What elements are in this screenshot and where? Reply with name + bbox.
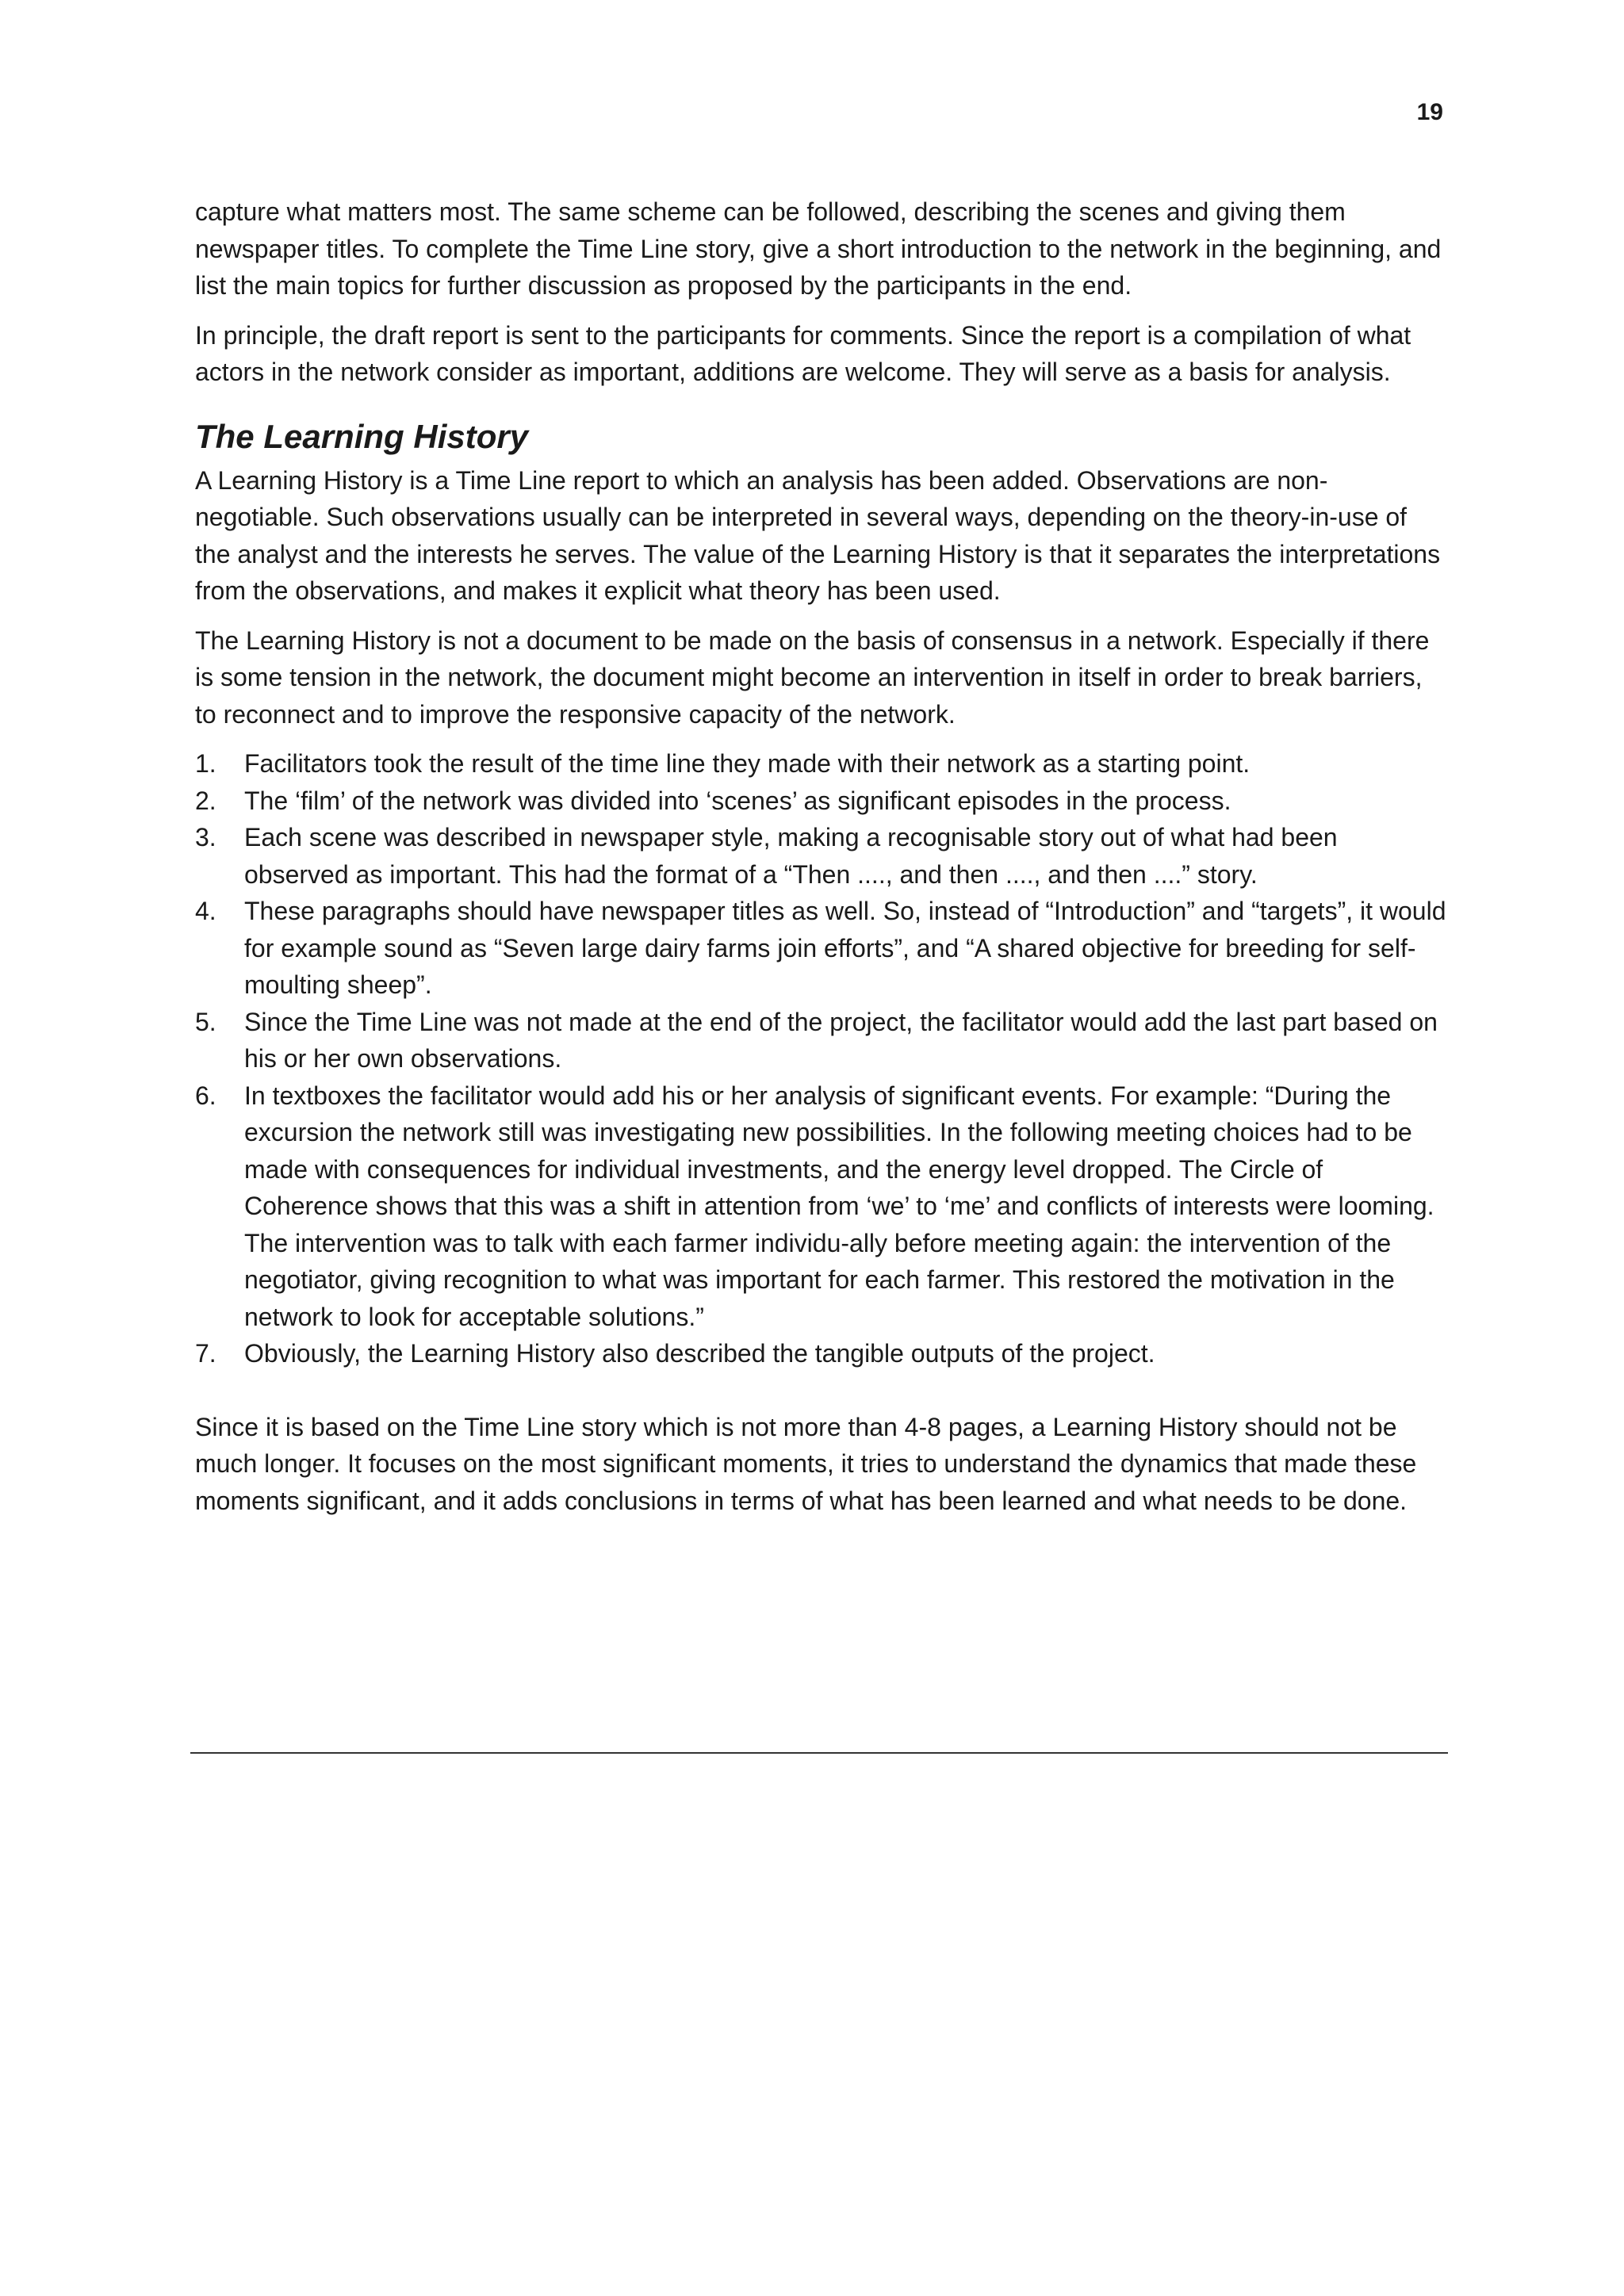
list-item (195, 819, 1448, 893)
list-item-number: 5. (195, 1007, 216, 1036)
page-number: 19 (1416, 99, 1443, 125)
list-item-number: 6. (195, 1081, 216, 1110)
list-item (195, 745, 1448, 783)
list-item-text: Obviously, the Learning History also described the tangible outputs of the project. (244, 1339, 1155, 1368)
list-item-text: Facilitators took the result of the time line they made with their network as a starting point. (244, 749, 1251, 778)
paragraph-intro-1: capture what matters most. The same scheme can be followed, describing the scenes and giving them newspaper titles. To complete the Time Line story, give a short introduction to the network in the beginning, and list the main topics for further discussion as proposed by the participants in the end. (195, 197, 1442, 300)
list-item (195, 1077, 1448, 1336)
list-item (195, 1335, 1448, 1372)
paragraph-definition: A Learning History is a Time Line report to which an analysis has been added. Observations are non-negotiable. Such observations usually can be interpreted in several ways, depending on the theory-in-use of the analyst and the interests he serves. The value of the Learning History is that it separates the interpretations from the observations, and makes it explicit what theory has been used. (195, 465, 1441, 605)
list-item-text: In textboxes the facilitator would add his or her analysis of significant events. For example: “During the excursion the network still was investigating new possibilities. In the following meeting choices had to be made with consequences for individual investments, and the energy level dropped. The Circle of Coherence shows that this was a shift in attention from ‘we’ to ‘me’ and conflicts of interests were looming. The intervention was to talk with each farmer individu-ally before meeting again: the intervention of the negotiator, giving recognition to what was important for each farmer. This restored the motivation in the network to look for acceptable solutions.” (244, 1081, 1434, 1331)
steps-list (195, 745, 1448, 1372)
list-item-number: 7. (195, 1339, 216, 1368)
paragraph-closing: Since it is based on the Time Line story which is not more than 4-8 pages, a Learning History should not be much longer. It focuses on the most significant moments, it tries to understand the dynamics that made these moments significant, and it adds conclusions in terms of what has been learned and what needs to be done. (195, 1412, 1417, 1515)
list-item-number: 2. (195, 786, 216, 815)
list-item (195, 1004, 1448, 1077)
list-item-number: 1. (195, 749, 216, 778)
horizontal-divider (190, 1752, 1448, 1754)
list-item-text: These paragraphs should have newspaper titles as well. So, instead of “Introduction” and “targets”, it would for example sound as “Seven large dairy farms join efforts”, and “A shared objective for breeding for self-moulting sheep”. (244, 897, 1446, 999)
list-item-number: 4. (195, 897, 216, 925)
list-item-text: The ‘film’ of the network was divided into ‘scenes’ as significant episodes in the process. (244, 786, 1231, 815)
list-item (195, 783, 1448, 820)
paragraph-intro-2: In principle, the draft report is sent to the participants for comments. Since the report is a compilation of what actors in the network consider as important, additions are welcome. They will serve as a basis for analysis. (195, 320, 1411, 386)
section-heading: The Learning History (195, 417, 529, 455)
page-content (195, 193, 1448, 1532)
list-item-number: 3. (195, 823, 216, 851)
list-item-text: Each scene was described in newspaper style, making a recognisable story out of what had been observed as important. This had the format of a “Then ...., and then ...., and then ....” story. (244, 823, 1338, 889)
paragraph-consensus: The Learning History is not a document to be made on the basis of consensus in a network. Especially if there is some tension in the network, the document might become an intervention in itself in order to break barriers, to reconnect and to improve the responsive capacity of the network. (195, 626, 1430, 729)
list-item (195, 893, 1448, 1004)
list-item-text: Since the Time Line was not made at the end of the project, the facilitator would add the last part based on his or her own observations. (244, 1007, 1438, 1073)
